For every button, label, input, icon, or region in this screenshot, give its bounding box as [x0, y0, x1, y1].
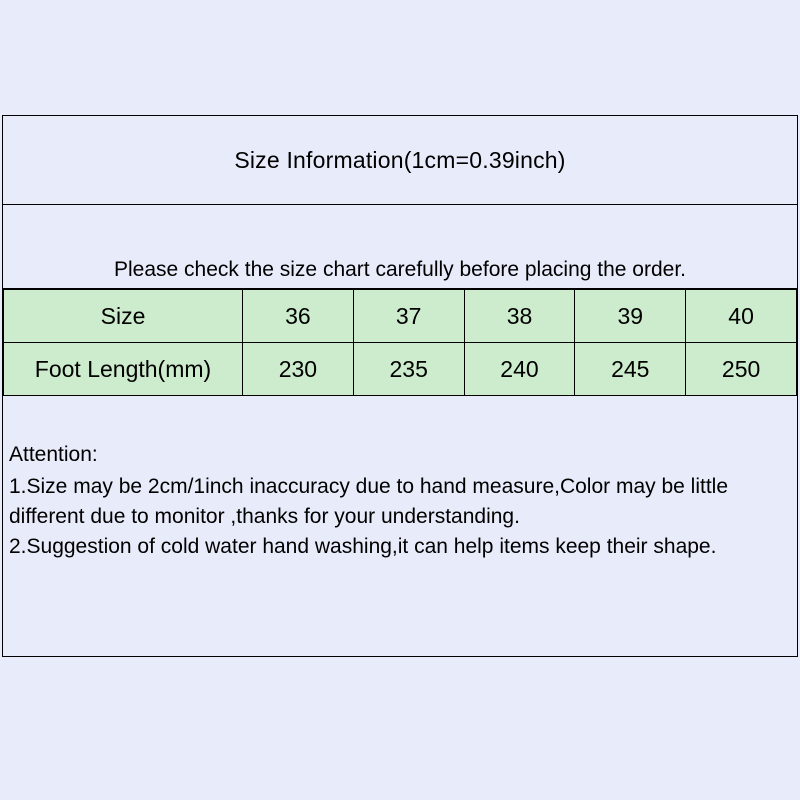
size-chart-container [2, 115, 798, 657]
size-cell: 39 [575, 290, 686, 343]
notice-row [3, 205, 797, 289]
foot-length-cell: 245 [575, 343, 686, 396]
table-row [4, 343, 797, 396]
size-table [3, 289, 797, 396]
attention-line: 2.Suggestion of cold water hand washing,it can help items keep their shape. [9, 535, 717, 558]
notice-text: Please check the size chart carefully before placing the order. [114, 258, 686, 281]
size-cell: 37 [353, 290, 464, 343]
row-label-size: Size [4, 290, 243, 343]
table-row [4, 290, 797, 343]
row-label-foot-length: Foot Length(mm) [4, 343, 243, 396]
attention-section [3, 396, 797, 656]
foot-length-cell: 235 [353, 343, 464, 396]
page-title: Size Information(1cm=0.39inch) [234, 146, 566, 173]
size-cell: 38 [464, 290, 575, 343]
title-row [3, 116, 797, 205]
foot-length-cell: 230 [243, 343, 354, 396]
attention-line: 1.Size may be 2cm/1inch inaccuracy due to hand measure,Color may be little different due to monitor ,thanks for your understanding. [9, 475, 734, 528]
size-cell: 40 [686, 290, 797, 343]
foot-length-cell: 240 [464, 343, 575, 396]
attention-heading: Attention: [9, 443, 98, 466]
foot-length-cell: 250 [686, 343, 797, 396]
size-cell: 36 [243, 290, 354, 343]
